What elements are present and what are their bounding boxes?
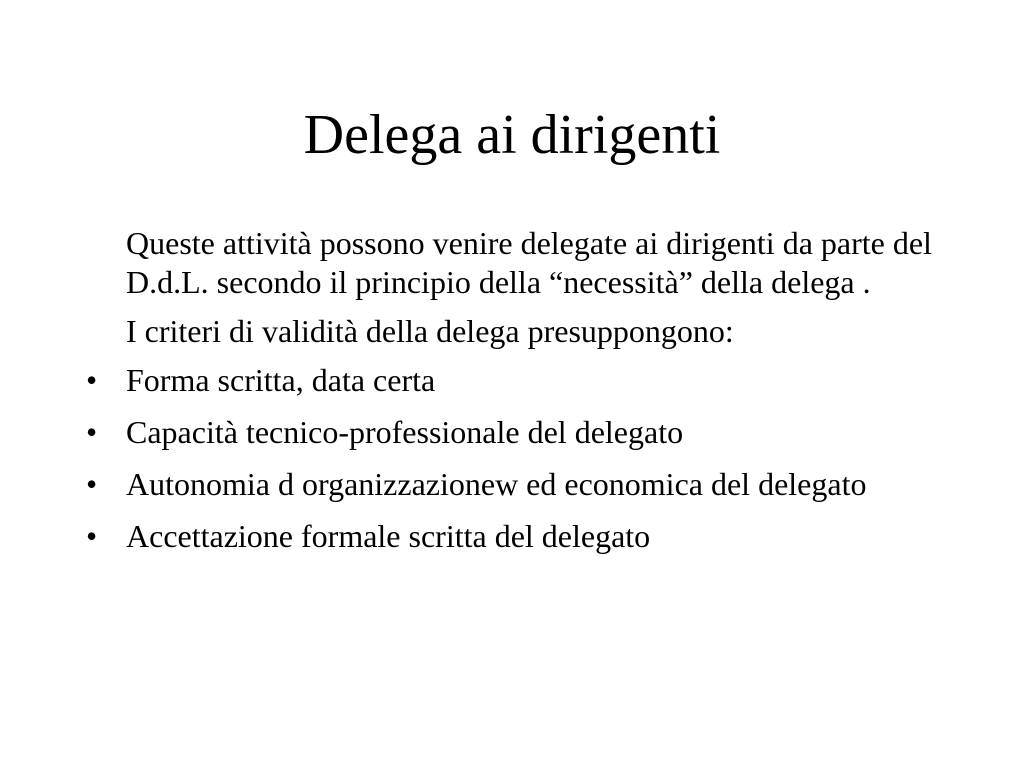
bullet-icon: • <box>86 466 98 502</box>
list-item <box>86 413 946 452</box>
criteria-list <box>86 361 946 556</box>
intro-paragraph <box>86 224 946 302</box>
intro-paragraph-text: Queste attività possono venire delegate ai dirigenti da parte del D.d.L. secondo il principio della “necessità” della delega . <box>126 225 932 300</box>
list-item <box>86 517 946 556</box>
bullet-icon: • <box>86 414 98 450</box>
list-item <box>86 465 946 504</box>
slide-body <box>86 224 946 569</box>
list-item <box>86 361 946 400</box>
bullet-icon: • <box>86 518 98 554</box>
slide-title: Delega ai dirigenti <box>303 104 721 166</box>
list-item-text: Forma scritta, data certa <box>126 362 436 398</box>
list-item-text: Autonomia d organizzazionew ed economica del delegato <box>126 466 867 502</box>
bullet-icon: • <box>86 362 98 398</box>
list-item-text: Accettazione formale scritta del delegato <box>126 518 651 554</box>
criteria-paragraph <box>86 312 946 351</box>
criteria-paragraph-text: I criteri di validità della delega presuppongono: <box>126 313 734 349</box>
list-item-text: Capacità tecnico-professionale del delegato <box>126 414 684 450</box>
